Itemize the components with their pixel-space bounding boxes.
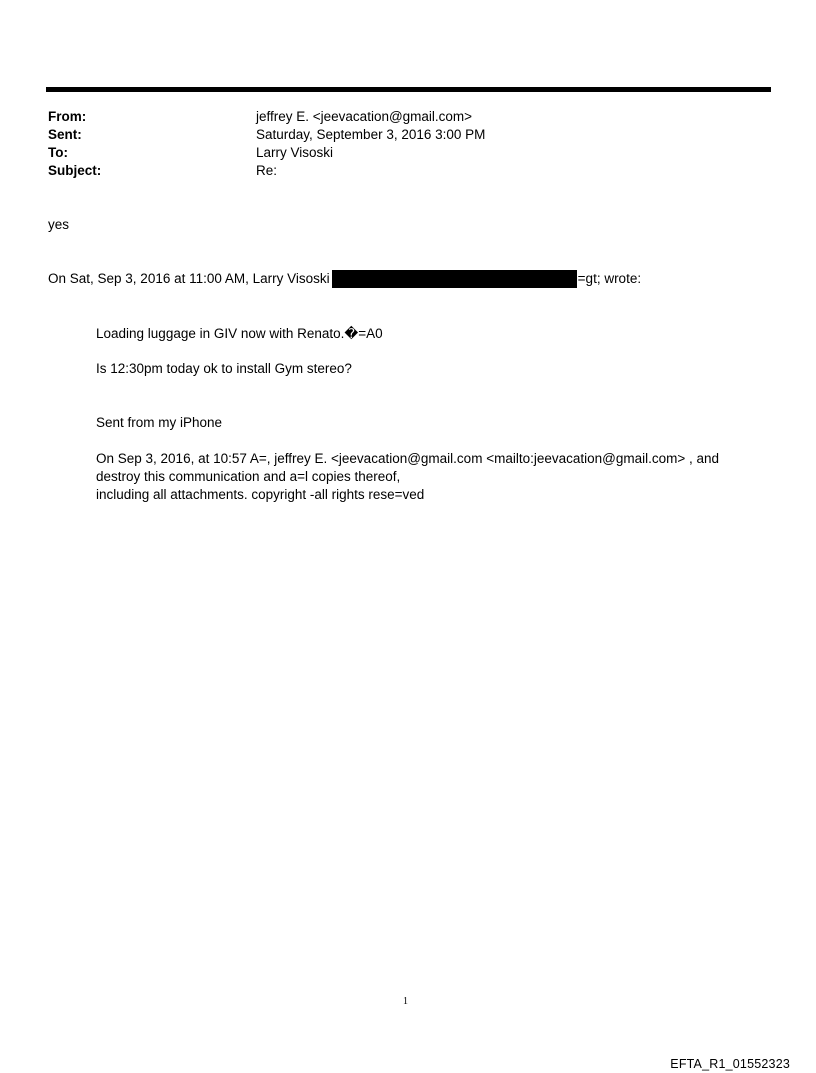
sent-value: Saturday, September 3, 2016 3:00 PM [256, 127, 486, 142]
to-value: Larry Visoski [256, 145, 334, 160]
to-row [48, 144, 485, 162]
quote-intro-prefix: On Sat, Sep 3, 2016 at 11:00 AM, Larry Visoski [48, 271, 330, 286]
quoted-line-destroy: destroy this communication and a=l copies thereof, [96, 469, 401, 484]
sent-label: Sent: [48, 127, 82, 142]
email-header [48, 108, 485, 180]
quoted-line-copyright: including all attachments. copyright -all rights rese=ved [96, 487, 425, 502]
quoted-line-luggage: Loading luggage in GIV now with Renato.�=A0 [96, 326, 383, 341]
subject-label: Subject: [48, 163, 102, 178]
quoted-line-prior-intro: On Sep 3, 2016, at 10:57 A=, jeffrey E. <jeevacation@gmail.com <mailto:jeevacation@gmail.com> , and [96, 451, 720, 466]
quote-intro-suffix: =gt; wrote: [577, 271, 642, 286]
subject-value: Re: [256, 163, 278, 178]
redaction-block [332, 270, 577, 288]
document-id: EFTA_R1_01552323 [670, 1057, 790, 1071]
from-value: jeffrey E. <jeevacation@gmail.com> [256, 109, 473, 124]
sent-row [48, 126, 485, 144]
quoted-line-signature: Sent from my iPhone [96, 415, 223, 430]
from-row [48, 108, 485, 126]
page-number: 1 [403, 996, 408, 1007]
from-label: From: [48, 109, 87, 124]
to-label: To: [48, 145, 68, 160]
quoted-line-question: Is 12:30pm today ok to install Gym stereo? [96, 361, 352, 376]
reply-text: yes [48, 217, 70, 232]
quote-intro [48, 270, 641, 288]
header-rule [46, 87, 771, 92]
subject-row [48, 162, 485, 180]
